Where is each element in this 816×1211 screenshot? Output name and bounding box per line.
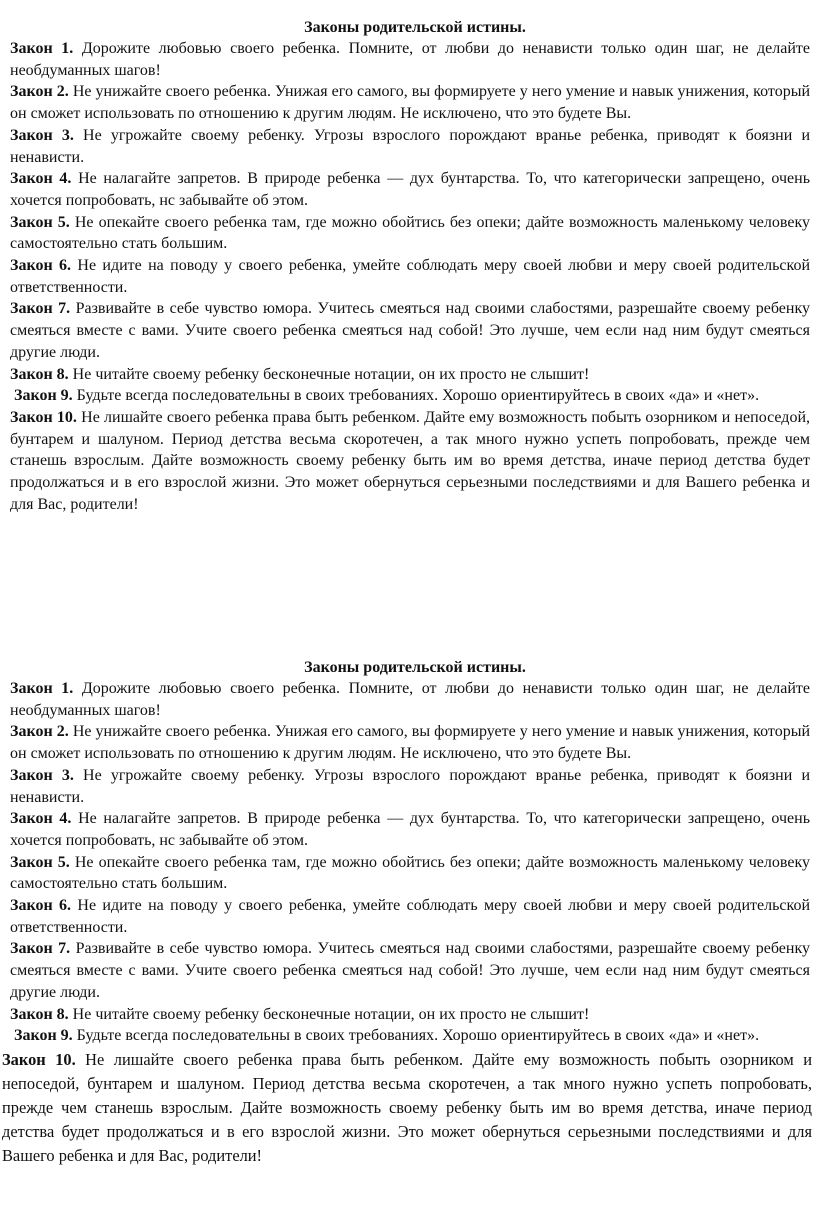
law-number: Закон 3. — [10, 766, 74, 784]
law-text: Не угрожайте своему ребенку. Угрозы взрослого порождают вранье ребенка, приводят к боязни и ненависти. — [10, 126, 811, 166]
law-number: Закон 6. — [10, 897, 72, 915]
law-text: Не угрожайте своему ребенку. Угрозы взрослого порождают вранье ребенка, приводят к боязни и ненависти. — [10, 766, 811, 806]
law-5 — [10, 852, 810, 895]
law-text: Будьте всегда последовательны в своих требованиях. Хорошо ориентируйтесь в своих «да» и «нет». — [76, 387, 760, 405]
law-number: Закон 3. — [10, 126, 74, 144]
law-text: Развивайте в себе чувство юмора. Учитесь смеяться над своими слабостями, разрешайте своему ребенку смеяться вместе с вами. Учите своего ребенка смеяться над собой! Это лучше, чем если над ним будут смеяться другие люди. — [10, 300, 811, 361]
law-number: Закон 6. — [10, 257, 72, 275]
law-number: Закон 10. — [2, 1049, 76, 1069]
law-text: Развивайте в себе чувство юмора. Учитесь смеяться над своими слабостями, разрешайте своему ребенку смеяться вместе с вами. Учите своего ребенка смеяться над собой! Это лучше, чем если над ним будут смеяться другие люди. — [10, 940, 811, 1001]
law-text: Не опекайте своего ребенка там, где можно обойтись без опеки; дайте возможность маленькому человеку самостоятельно стать большим. — [10, 213, 810, 253]
law-number: Закон 4. — [10, 810, 72, 828]
law-2 — [10, 721, 810, 764]
section-title: Законы родительской истины. — [304, 19, 526, 36]
law-9 — [10, 385, 810, 407]
law-text: Не унижайте своего ребенка. Унижая его самого, вы формируете у него умение и навык унижения, который он сможет использовать по отношению к другим людям. Не исключено, что это будете Вы. — [10, 83, 811, 123]
law-text: Не лишайте своего ребенка права быть ребенком. Дайте ему возможность побыть озорником и непоседой, бунтарем и шалуном. Период детства весьма скоротечен, а так много нужно успеть попробовать, прежде чем станешь взрослым. Дайте возможность своему ребенку быть им во время детства, иначе период детства будет продолжаться и в его взрослой жизни. Это может обернуться серьезными последствиями и для Вашего ребенка и для Вас, родители! — [2, 1049, 812, 1165]
law-number: Закон 7. — [10, 940, 71, 958]
laws-section-2 — [2, 658, 812, 1168]
law-text: Не налагайте запретов. В природе ребенка — дух бунтарства. То, что категорически запрещено, очень хочется попробовать, нс забывайте об этом. — [10, 170, 811, 209]
law-text: Не налагайте запретов. В природе ребенка — дух бунтарства. То, что категорически запрещено, очень хочется попробовать, нс забывайте об этом. — [10, 810, 811, 849]
law-1 — [10, 678, 810, 721]
law-text: Не идите на поводу у своего ребенка, умейте соблюдать меру своей любви и меру своей родительской ответственности. — [10, 257, 811, 296]
law-text: Не лишайте своего ребенка права быть ребенком. Дайте ему возможность побыть озорником и непоседой, бунтарем и шалуном. Период детства весьма скоротечен, а так много нужно успеть попробовать, прежде чем станешь взрослым. Дайте возможность своему ребенку быть им во время детства, иначе период детства будет продолжаться и в его взрослой жизни. Это может обернуться серьезными последствиями и для Вашего ребенка и для Вас, родители! — [10, 408, 811, 513]
law-number: Закон 1. — [10, 40, 74, 57]
law-number: Закон 5. — [10, 853, 70, 871]
law-text: Дорожите любовью своего ребенка. Помните, от любви до ненависти только один шаг, не делайте необдуманных шагов! — [10, 40, 811, 79]
law-number: Закон 7. — [10, 300, 71, 318]
law-number: Закон 1. — [10, 680, 74, 697]
law-4 — [10, 808, 810, 851]
law-number: Закон 8. — [10, 1005, 69, 1023]
law-text: Не унижайте своего ребенка. Унижая его самого, вы формируете у него умение и навык унижения, который он сможет использовать по отношению к другим людям. Не исключено, что это будете Вы. — [10, 723, 811, 763]
law-10 — [2, 1048, 812, 1168]
law-number: Закон 2. — [10, 83, 69, 101]
law-number: Закон 4. — [10, 170, 72, 188]
law-number: Закон 5. — [10, 213, 70, 231]
law-text: Не читайте своему ребенку бесконечные нотации, он их просто не слышит! — [72, 1005, 590, 1023]
law-4 — [10, 168, 810, 211]
law-5 — [10, 212, 810, 255]
law-1 — [10, 38, 810, 81]
law-number: Закон 9. — [14, 387, 73, 405]
law-8 — [10, 364, 810, 386]
law-text: Не опекайте своего ребенка там, где можно обойтись без опеки; дайте возможность маленькому человеку самостоятельно стать большим. — [10, 853, 810, 893]
law-text: Не идите на поводу у своего ребенка, умейте соблюдать меру своей любви и меру своей родительской ответственности. — [10, 897, 811, 936]
law-6 — [10, 255, 810, 298]
law-number: Закон 2. — [10, 723, 69, 741]
law-6 — [10, 895, 810, 938]
law-10 — [10, 407, 810, 516]
law-7 — [10, 298, 810, 363]
law-3 — [10, 765, 810, 808]
law-8 — [10, 1004, 810, 1026]
law-text: Дорожите любовью своего ребенка. Помните, от любви до ненависти только один шаг, не делайте необдуманных шагов! — [10, 680, 811, 719]
section-title: Законы родительской истины. — [304, 659, 526, 676]
law-9 — [10, 1025, 810, 1047]
law-3 — [10, 125, 810, 168]
law-number: Закон 8. — [10, 365, 69, 383]
law-number: Закон 10. — [10, 408, 77, 426]
law-7 — [10, 938, 810, 1003]
laws-section-1 — [10, 18, 810, 515]
law-2 — [10, 81, 810, 124]
law-text: Будьте всегда последовательны в своих требованиях. Хорошо ориентируйтесь в своих «да» и «нет». — [76, 1027, 760, 1045]
law-number: Закон 9. — [14, 1027, 73, 1045]
law-text: Не читайте своему ребенку бесконечные нотации, он их просто не слышит! — [72, 365, 590, 383]
